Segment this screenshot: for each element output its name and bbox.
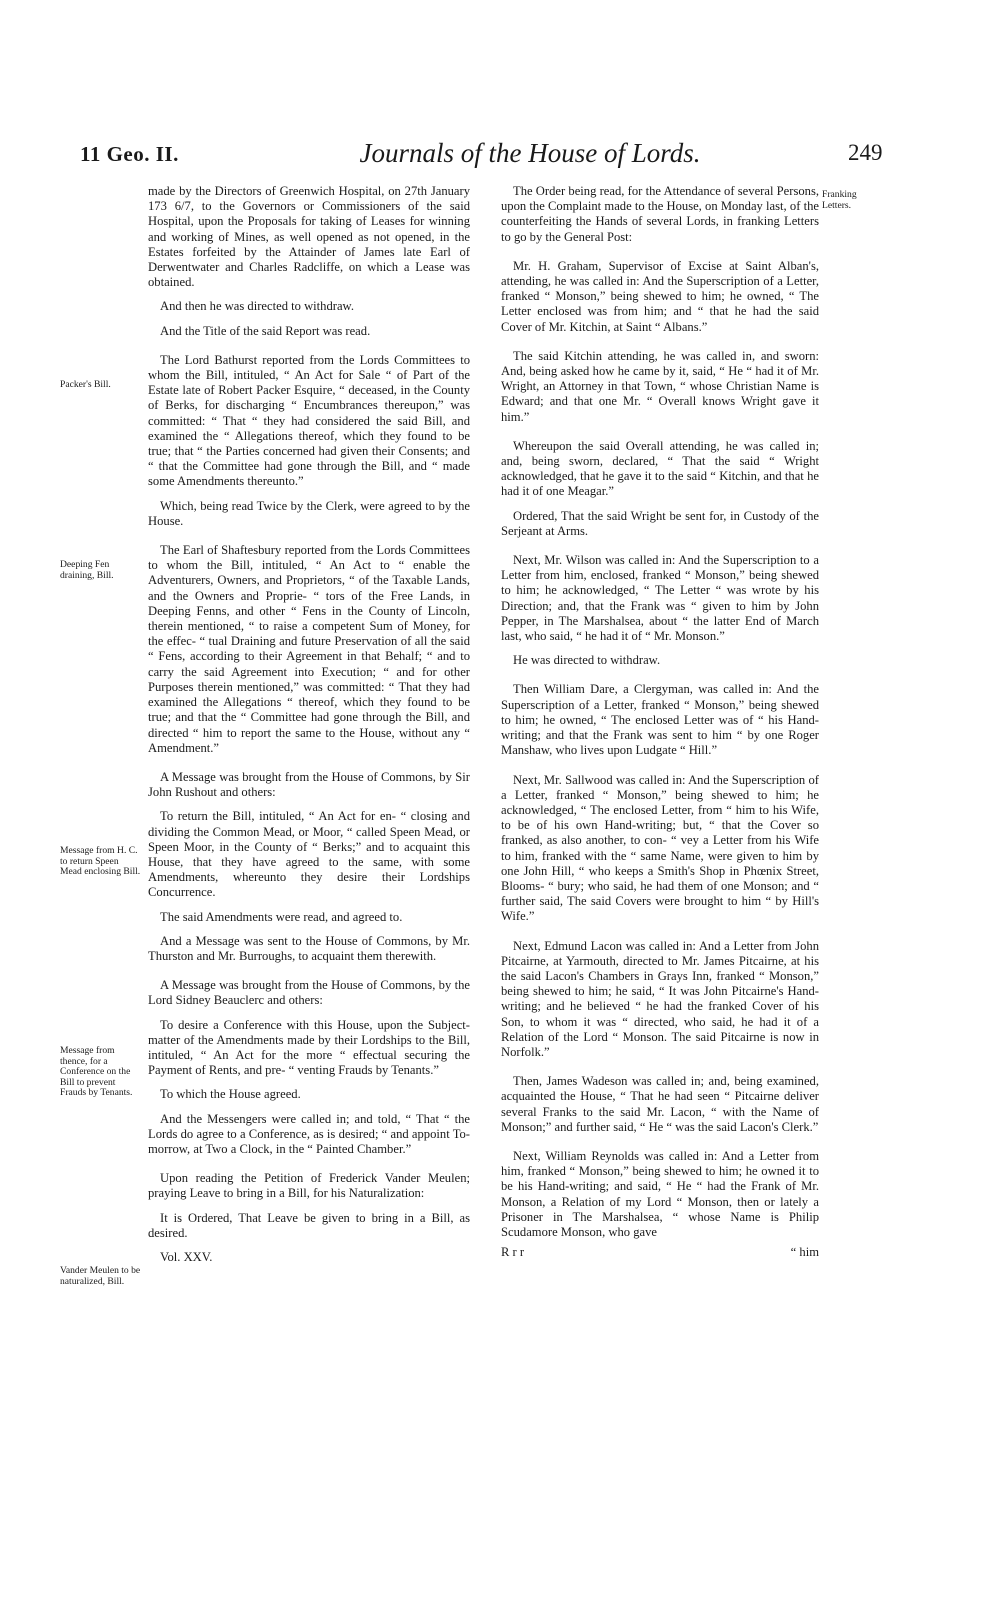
- paragraph: A Message was brought from the House of Commons, by Sir John Rushout and others:: [148, 769, 470, 800]
- signature-mark: R r r: [501, 1245, 525, 1260]
- running-title: Journals of the House of Lords.: [359, 138, 701, 168]
- paragraph: Next, Edmund Lacon was called in: And a Letter from John Pitcairne, at Yarmouth, directed to Mr. James Pitcairne, at his the said Lacon's Chambers in Grays Inn, franked “ Monson,” being shewed to him; he said, “ It was John Pitcairne's Hand-writing; and he believed “ he had the franked Cover of his Son, to whom it was “ directed, who said, he had it of a Relation of the Lord “ Monson. The said Pitcairne is now in Norfolk.”: [501, 938, 819, 1059]
- regnal-year: 11 Geo. II.: [80, 142, 179, 166]
- paragraph: made by the Directors of Greenwich Hospital, on 27th January 173 6/7, to the Governors or Commissioners of the said Hospital, upon the Proposals for taking of Leases for winning and working of Mines, as well opened as not opened, in the Estates forfeited by the Attainder of James late Earl of Derwentwater and Charles Radcliffe, on which a Lease was obtained.: [148, 184, 470, 290]
- margin-note-deeping: Deeping Fen draining, Bill.: [60, 559, 114, 581]
- paragraph: And the Title of the said Report was read.: [160, 323, 371, 338]
- paragraph: And a Message was sent to the House of Commons, by Mr. Thurston and Mr. Burroughs, to acquaint them therewith.: [148, 933, 470, 963]
- paragraph: Next, Mr. Wilson was called in: And the Superscription to a Letter from him, enclosed, franked “ Monson,” being shewed to him; he acknowledged, “ The Letter “ was wrote by his Direction; and, that the Frank was “ given to him by John Pepper, in The Marshalsea, about “ the latter End of March last, who said, “ he had it of “ Mr. Monson.”: [501, 553, 819, 644]
- page-number: 249: [848, 140, 883, 165]
- paragraph: And the Messengers were called in; and told, “ That “ the Lords do agree to a Conference, as is desired; “ and appoint To-morrow, at Two a Clock, in the “ Painted Chamber.”: [148, 1111, 470, 1156]
- paragraph: It is Ordered, That Leave be given to bring in a Bill, as desired.: [148, 1210, 470, 1240]
- paragraph: And then he was directed to withdraw.: [160, 299, 354, 314]
- margin-note-packer: Packer's Bill.: [60, 379, 111, 390]
- volume-label: Vol. XXV.: [160, 1249, 213, 1264]
- margin-note-speen: Message from H. C. to return Speen Mead enclosing Bill.: [60, 845, 141, 878]
- paragraph: He was directed to withdraw.: [513, 653, 661, 668]
- paragraph: The Order being read, for the Attendance of several Persons, upon the Complaint made to the House, on Monday last, of the counterfeiting the Hands of several Lords, in franking Letters to go by the General Post:: [501, 184, 819, 244]
- paragraph: The Lord Bathurst reported from the Lords Committees to whom the Bill, intituled, “ An Act for Sale “ of Part of the Estate late of Robert Packer Esquire, “ deceased, in the County of Berks, for discharging “ Encumbrances thereupon,” was committed: “ That “ they had considered the said Bill, and examined the “ Allegations thereof, which they found to be true; that “ the Parties concerned had given their Consents; and “ that the Committee had gone through the Bill, and “ made some Amendments thereunto.”: [148, 352, 470, 489]
- paragraph: Which, being read Twice by the Clerk, were agreed to by the House.: [148, 498, 470, 528]
- paragraph: Mr. H. Graham, Supervisor of Excise at Saint Alban's, attending, he was called in: And the Superscription of a Letter, franked “ Monson,” being shewed to him; he owned, “ The Letter enclosed was from him; and “ that he had the said Cover of Mr. Kitchin, at Saint “ Albans.”: [501, 258, 819, 334]
- paragraph: To which the House agreed.: [160, 1087, 301, 1102]
- margin-note-franking: Franking Letters.: [822, 189, 857, 211]
- margin-note-vander: Vander Meulen to be naturalized, Bill.: [60, 1265, 141, 1287]
- paragraph: Next, William Reynolds was called in: And a Letter from him, franked “ Monson,” being shewed to him; he owned it to be his Hand-writing; and said, “ He “ had the Frank of Mr. Monson, a Relation of my Lord “ Monson, then or lately a Prisoner in The Marshalsea, “ whose Name is Philip Scudamore Monson, who gave: [501, 1148, 819, 1239]
- right-column: [501, 184, 819, 1269]
- page-header: [0, 136, 992, 176]
- paragraph: To desire a Conference with this House, upon the Subject-matter of the Amendments made by their Lordships to the Bill, intituled, “ An Act for the more “ effectual securing the Payment of Rents, and pre- “ venting Frauds by Tenants.”: [148, 1017, 470, 1078]
- left-column: [148, 184, 470, 1274]
- paragraph: Whereupon the said Overall attending, he was called in; and, being sworn, declared, “ That the said “ Wright acknowledged, that he gave it to the said “ Kitchin, and that he had it of one Meagar.”: [501, 438, 819, 499]
- footer-line: [501, 1245, 819, 1260]
- paragraph: Next, Mr. Sallwood was called in: And the Superscription of a Letter, franked “ Monson,” being shewed to him; he acknowledged, “ The enclosed Letter, from “ him to his Wife, to be of his own Hand-writing; but, “ that the Cover so franked, as also another, to con- “ vey a Letter from his Wife to him, franked with the “ same Name, were given to him by one John Hill, “ who keeps a Smith's Shop in Phœnix Street, Blooms- “ bury; who said, he had them of one Monson; and “ further said, The said Covers were brought to him “ by Hill's Wife.”: [501, 772, 819, 924]
- paragraph: To return the Bill, intituled, “ An Act for en- “ closing and dividing the Common Mead, or Moor, “ called Speen Mead, or Speen Moor, in the County of “ Berks;” and to acquaint this House, that they have agreed to the same, with some Amendments, whereunto they desire their Lordships Concurrence.: [148, 809, 470, 900]
- paragraph: Ordered, That the said Wright be sent for, in Custody of the Serjeant at Arms.: [501, 508, 819, 538]
- catchword: “ him: [790, 1245, 819, 1260]
- paragraph: Then, James Wadeson was called in; and, being examined, acquainted the House, “ That he had seen “ Pitcairne deliver several Franks to the said Mr. Lacon, “ with the Name of Monson;” and further said, “ He “ was the said Lacon's Clerk.”: [501, 1074, 819, 1134]
- paragraph: The Earl of Shaftesbury reported from the Lords Committees to whom the Bill, intituled, “ An Act to “ enable the Adventurers, Owners, and Proprietors, “ of the Taxable Lands, and the Owners and Proprie- “ tors of the Free Lands, in Deeping Fenns, and other “ Fens in the County of Lincoln, therein mentioned, “ to raise a competent Sum of Money, for the effec- “ tual Draining and future Preservation of all the said “ Fens, according to their Agreement in that Behalf; “ and to carry the said Agreement into Execution; “ and for other Purposes therein mentioned,” was committed: “ That they had examined the Allegations “ thereof, which they found to be true; and that the “ Committee had gone through the Bill, and directed “ him to report the same to the House, without any “ Amendment.”: [148, 543, 470, 755]
- paragraph: Then William Dare, a Clergyman, was called in: And the Superscription of a Letter, franked “ Monson,” being shewed to him; he owned, “ The enclosed Letter was of “ his Hand-writing; and that the Frank was sent to him “ by one Roger Manshaw, who lives upon Ludgate “ Hill.”: [501, 682, 819, 758]
- paragraph: The said Amendments were read, and agreed to.: [160, 909, 403, 924]
- margin-note-rents: Message from thence, for a Conference on the Bill to prevent Frauds by Tenants.: [60, 1045, 133, 1099]
- paragraph: The said Kitchin attending, he was called in, and sworn: And, being asked how he came by it, said, “ He “ had it of Mr. Wright, an Attorney in that Town, “ whose Christian Name is Edward; and that one Mr. “ Overall knows Wright gave it him.”: [501, 348, 819, 424]
- paragraph: A Message was brought from the House of Commons, by the Lord Sidney Beauclerc and others:: [148, 978, 470, 1008]
- paragraph: Upon reading the Petition of Frederick Vander Meulen; praying Leave to bring in a Bill, for his Naturalization:: [148, 1171, 470, 1201]
